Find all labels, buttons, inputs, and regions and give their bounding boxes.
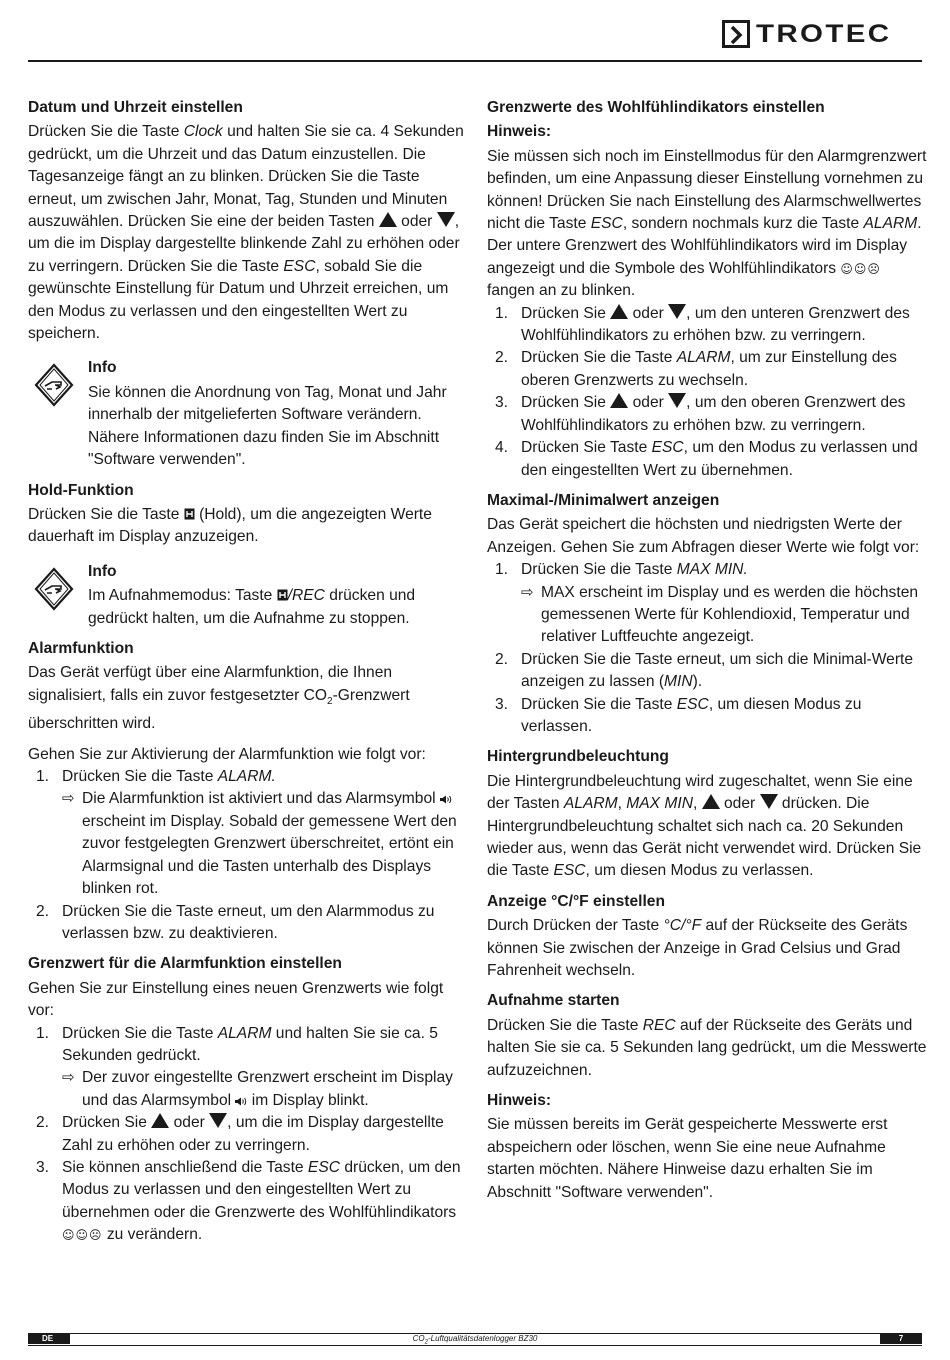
up-arrow-icon (610, 393, 628, 408)
result-arrow-icon: ⇨ (62, 1069, 75, 1087)
list-item: 2. Drücken Sie die Taste erneut, um sich die Minimal-Werte anzeigen zu lassen (MIN). (495, 650, 914, 691)
heading-anzeige: Anzeige °C/°F einstellen (487, 892, 665, 910)
alarm-speaker-icon (440, 795, 452, 804)
up-arrow-icon (151, 1113, 169, 1128)
licht-paragraph: Die Hintergrundbeleuchtung wird zugeschaltet, wenn Sie eine der Tasten ALARM, MAX MIN, oder drücken. Die Hintergrundbeleuchtung schaltet sich nach ca. 20 Sekunden wieder aus, wenn das Gerät nicht verwendet wird. Drücken Sie die Taste ESC, um diesen Modus zu verlassen. (487, 772, 922, 880)
heading-maxmin: Maximal-/Minimalwert anzeigen (487, 491, 720, 509)
info-hand-icon (34, 363, 86, 407)
heading-datum: Datum und Uhrzeit einstellen (28, 99, 243, 116)
trotec-logo (722, 19, 892, 48)
maxmin-paragraph: Das Gerät speichert die höchsten und niedrigsten Werte der Anzeigen. Gehen Sie zum Abfragen dieser Werte wie folgt vor: (487, 516, 920, 556)
list-item: 1. Drücken Sie oder , um den unteren Grenzwert des Wohlfühlindikators zu erhöhen bzw. zu verringern. (495, 304, 910, 345)
footer-document-title: $CO_2$-Luftqualitätsdatenlogger BZ30 (412, 1334, 538, 1346)
logo-chevron-icon (722, 20, 750, 48)
hold-key-icon (277, 589, 288, 601)
info-box-2 (28, 561, 468, 630)
list-item: 1. Drücken Sie die Taste ALARM. ⇨ Die Alarmfunktion ist aktiviert und das Alarmsymbol erscheint im Display. Sobald der gemessene Wert den zuvor festgelegten Grenzwert überschreitet, ertönt ein Alarmsignal und die Tasten unterhalb des Displays blinken rot. (28, 766, 468, 900)
result-item: ⇨ Die Alarmfunktion ist aktiviert und das Alarmsymbol erscheint im Display. Sobald der gemessene Wert den zuvor festgelegten Grenzwert überschreitet, ertönt ein Alarmsignal und die Tasten unterhalb des Displays blinken rot. (62, 788, 468, 900)
down-arrow-icon (760, 794, 778, 809)
down-arrow-icon (437, 212, 455, 227)
hold-key-icon (184, 508, 195, 520)
smiley-icons: ☺☺☹ (840, 261, 881, 276)
left-column (28, 97, 468, 1247)
list-item: 1. Drücken Sie die Taste MAX MIN. ⇨ MAX erscheint im Display und es werden die höchsten gemessenen Werte für Kohlendioxid, Temperatur und relativer Luftfeuchte angezeigt. (487, 559, 927, 649)
aufnahme-hinweis-paragraph: Sie müssen bereits im Gerät gespeicherte Messwerte erst abspeichern oder löschen, wenn Sie eine neue Aufnahme starten möchten. Nähere Hinweise dazu erhalten Sie im Abschnitt "Software verwenden". (487, 1116, 888, 1201)
grenzwert-steps (28, 1023, 468, 1247)
anzeige-paragraph: Durch Drücken der Taste °C/°F auf der Rückseite des Geräts können Sie zwischen der Anzeige in Grad Celsius und Grad Fahrenheit wechseln. (487, 917, 908, 980)
info-hand-icon (34, 567, 86, 611)
up-arrow-icon (610, 304, 628, 319)
list-item: 3. Drücken Sie die Taste ESC, um diesen Modus zu verlassen. (495, 695, 862, 735)
brand-name: TROTEC (756, 19, 892, 48)
hinweis-label: Hinweis: (487, 1092, 552, 1110)
wohlfuehl-steps (487, 303, 927, 482)
info-text: Im Aufnahmemodus: Taste /REC drücken und gedrückt halten, um die Aufnahme zu stoppen. (88, 587, 416, 627)
heading-licht: Hintergrundbeleuchtung (487, 748, 669, 766)
heading-grenzwert: Grenzwert für die Alarmfunktion einstellen (28, 955, 342, 973)
hinweis-label: Hinweis: (487, 123, 552, 141)
list-item: 1. Drücken Sie die Taste ALARM und halten Sie sie ca. 5 Sekunden gedrückt. ⇨ Der zuvor eingestellte Grenzwert erscheint im Display und das Alarmsymbol im Display blinkt. (28, 1023, 468, 1113)
right-column (487, 97, 927, 1204)
down-arrow-icon (209, 1113, 227, 1128)
heading-alarm: Alarmfunktion (28, 639, 134, 657)
page-number: 7 (880, 1334, 922, 1344)
maxmin-steps (487, 559, 927, 738)
header-rule (28, 60, 922, 62)
page-footer (28, 1333, 922, 1346)
info-box-1 (28, 357, 468, 471)
up-arrow-icon (379, 212, 397, 227)
grenzwert-paragraph: Gehen Sie zur Einstellung eines neuen Grenzwerts wie folgt vor: (28, 979, 444, 1020)
list-item: 2. Drücken Sie oder , um die im Display dargestellte Zahl zu erhöhen oder zu verringern. (36, 1114, 444, 1154)
footer-language: DE (28, 1334, 70, 1344)
hold-paragraph: Drücken Sie die Taste (Hold), um die angezeigten Werte dauerhaft im Display anzuzeigen. (28, 505, 432, 546)
alarm-speaker-icon (235, 1097, 247, 1106)
up-arrow-icon (702, 794, 720, 809)
heading-wohlfuehl: Grenzwerte des Wohlfühlindikators einstellen (487, 99, 825, 116)
list-item: 2. Drücken Sie die Taste erneut, um den Alarmmodus zu verlassen bzw. zu deaktivieren. (36, 902, 435, 942)
info-text: Sie können die Anordnung von Tag, Monat und Jahr innerhalb der mitgelieferten Software verändern. Nähere Informationen dazu finden Sie im Abschnitt "Software verwenden". (88, 383, 447, 469)
datum-paragraph: Drücken Sie die Taste Clock und halten Sie sie ca. 4 Sekunden gedrückt, um die Uhrzeit und das Datum einzustellen. Die Tagesanzeige fängt an zu blinken. Drücken Sie die Taste erneut, um zwischen Jahr, Monat, Tag, Stunden und Minuten auszuwählen. Drücken Sie eine der beiden Tasten oder , um die im Display dargestellte blinkende Zahl zu erhöhen oder zu verringern. Drücken Sie die Taste ESC, sobald Sie die gewünschte Einstellung für Datum und Uhrzeit erreichen, um den Modus zu verlassen und den eingestellten Wert zu speichern. (28, 123, 464, 343)
result-arrow-icon: ⇨ (62, 790, 75, 808)
info-title: Info (88, 359, 117, 377)
down-arrow-icon (668, 393, 686, 408)
list-item: 4. Drücken Sie Taste ESC, um den Modus zu verlassen und den eingestellten Wert zu übernehmen. (495, 439, 918, 479)
heading-aufnahme: Aufnahme starten (487, 992, 620, 1010)
info-title: Info (88, 562, 117, 580)
alarm-steps (28, 766, 468, 945)
wohlfuehl-paragraph: Sie müssen sich noch im Einstellmodus für den Alarmgrenzwert befinden, um eine Anpassung dieser Einstellung vornehmen zu können! Drücken Sie nach Einstellung des Alarmschwellwertes nicht die Taste ESC, sondern nochmals kurz die Taste ALARM. Der untere Grenzwert des Wohlfühlindikators wird im Display angezeigt und die Symbole des Wohlfühlindikators ☺☺☹ fangen an zu blinken. (487, 147, 927, 300)
down-arrow-icon (668, 304, 686, 319)
list-item: 3. Sie können anschließend die Taste ESC drücken, um den Modus zu verlassen und den eingestellten Wert zu übernehmen oder die Grenzwerte des Wohlfühlindikators ☺☺☹ zu verändern. (36, 1158, 461, 1244)
result-arrow-icon: ⇨ (521, 583, 534, 601)
alarm-paragraph-2: Gehen Sie zur Aktivierung der Alarmfunktion wie folgt vor: (28, 745, 426, 763)
smiley-icons: ☺☺☹ (62, 1228, 103, 1243)
result-item: ⇨ MAX erscheint im Display und es werden die höchsten gemessenen Werte für Kohlendioxid, Temperatur und relativer Luftfeuchte angezeigt. (521, 582, 927, 649)
list-item: 3. Drücken Sie oder , um den oberen Grenzwert des Wohlfühlindikators zu erhöhen bzw. zu verringern. (495, 394, 906, 434)
list-item: 2. Drücken Sie die Taste ALARM, um zur Einstellung des oberen Grenzwerts zu wechseln. (495, 349, 897, 389)
heading-hold: Hold-Funktion (28, 481, 134, 499)
alarm-paragraph-1: Das Gerät verfügt über eine Alarmfunktion, die Ihnen signalisiert, falls ein zuvor festgesetzter $CO_2$-Grenzwert überschritten wird. (28, 664, 410, 733)
result-item: ⇨ Der zuvor eingestellte Grenzwert erscheint im Display und das Alarmsymbol im Display blinkt. (62, 1067, 468, 1112)
aufnahme-paragraph: Drücken Sie die Taste REC auf der Rückseite des Geräts und halten Sie sie ca. 5 Sekunden lang gedrückt, um die Messwerte aufzuzeichnen. (487, 1016, 927, 1079)
